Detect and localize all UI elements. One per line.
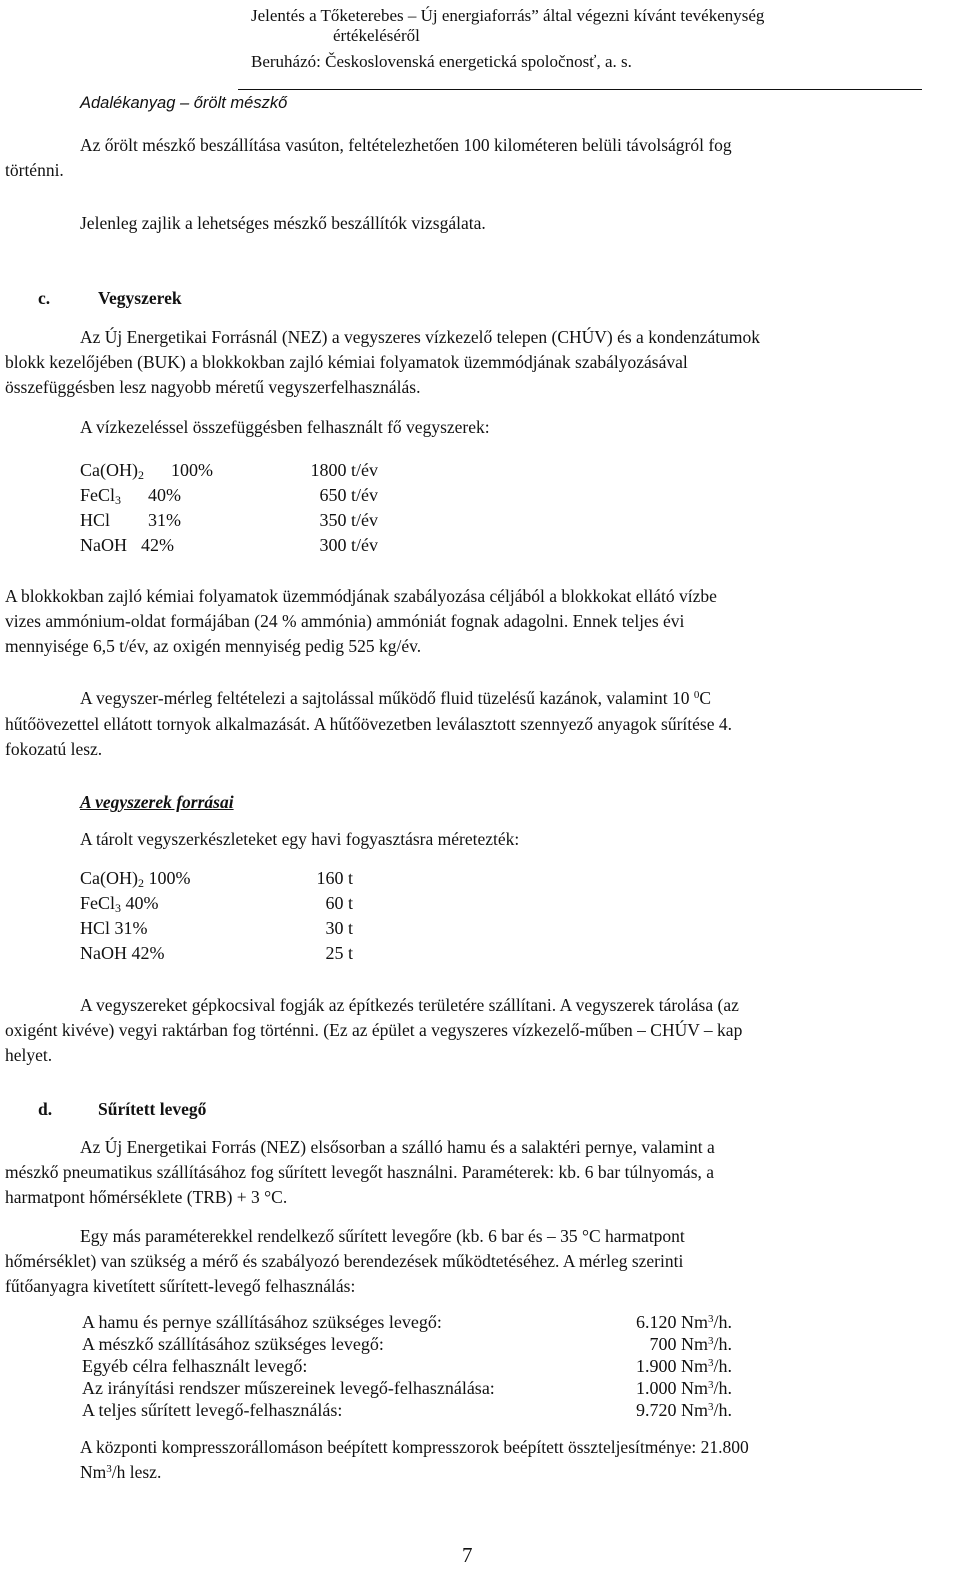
adalek-para-1-line-1: Az őrölt mészkő beszállítása vasúton, feltételezhetően 100 kilométeren belüli távolságról fog — [80, 135, 732, 155]
air-value-num: 9.720 Nm — [635, 1400, 708, 1420]
d-para-2-line-2: hőmérséklet) van szükség a mérő és szabályozó berendezések működtetéséhez. A mérleg szerinti — [5, 1251, 684, 1271]
chem-sub: 2 — [137, 468, 144, 482]
air-value — [636, 1400, 732, 1421]
chem-name: NaOH — [80, 535, 127, 555]
air-label: Egyéb célra felhasznált levegő: — [82, 1356, 308, 1376]
air-label: A mészkő szállításához szükséges levegő: — [82, 1334, 384, 1354]
air-unit: /h. — [713, 1356, 732, 1376]
air-value-num: 1.900 Nm — [635, 1356, 708, 1376]
store-name: NaOH — [80, 943, 127, 963]
chem-amount: 300 t/év — [319, 535, 378, 555]
chem-conc: 100% — [171, 460, 213, 480]
air-label: A teljes sűrített levegő-felhasználás: — [82, 1400, 343, 1420]
store-conc: 100% — [148, 868, 191, 888]
chem-name: HCl — [80, 510, 111, 530]
air-unit: /h. — [713, 1400, 732, 1420]
chem-amount: 650 t/év — [319, 485, 378, 505]
c-para-3-line-1: A blokkokban zajló kémiai folyamatok üzemmódjának szabályozása céljából a blokkokat ellátó vízbe — [5, 586, 717, 606]
c-para-6-line-3: helyet. — [5, 1045, 53, 1065]
d-para-3-text-a: Nm — [80, 1462, 107, 1482]
air-exp: 3 — [707, 1379, 714, 1391]
store-amount: 30 t — [325, 918, 353, 938]
table-row — [80, 510, 110, 531]
chem-name: FeCl — [80, 485, 116, 505]
chem-conc: 31% — [148, 510, 181, 530]
air-unit: /h. — [713, 1378, 732, 1398]
store-name: FeCl — [80, 893, 116, 913]
header-line-1: Jelentés a Tőketerebes – Új energiaforrás” által végezni kívánt tevékenység — [251, 6, 765, 25]
c-para-4-line-3: fokozatú lesz. — [5, 739, 103, 759]
air-exp: 3 — [707, 1401, 714, 1413]
degree-sup: 0 — [693, 689, 700, 701]
air-unit: /h. — [713, 1312, 732, 1332]
c-para-1-line-2: blokk kezelőjében (BUK) a blokkokban zajló kémiai folyamatok üzemmódjának szabályozásával — [5, 352, 688, 372]
store-amount: 160 t — [316, 868, 353, 888]
d-para-1-line-2: mészkő pneumatikus szállításához fog sűrített levegőt használni. Paraméterek: kb. 6 bar túlnyomás, a — [5, 1162, 715, 1182]
store-amount: 60 t — [325, 893, 353, 913]
header-rule — [238, 89, 922, 90]
chem-name: Ca(OH) — [80, 460, 138, 480]
chem-amount: 1800 t/év — [310, 460, 378, 480]
chem-sub: 3 — [115, 493, 122, 507]
d-para-1-line-3: harmatpont hőmérséklete (TRB) + 3 °C. — [5, 1187, 288, 1207]
d-para-3-text-b: /h lesz. — [111, 1462, 162, 1482]
adalek-title: Adalékanyag – őrölt mészkő — [80, 94, 288, 112]
header-line-3: Beruházó: Československá energetická spoločnosť, a. s. — [251, 52, 632, 71]
c-para-1-line-3: összefüggésben lesz nagyobb méretű vegyszerfelhasználás. — [5, 377, 421, 397]
air-value-num: 700 Nm — [649, 1334, 708, 1354]
section-d-label: d. — [38, 1099, 53, 1119]
air-exp: 3 — [707, 1335, 714, 1347]
page-number: 7 — [462, 1543, 473, 1567]
section-d-title: Sűrített levegő — [98, 1099, 207, 1119]
c-para-4-text-a: A vegyszer-mérleg feltételezi a sajtolással működő fluid tüzelésű kazánok, valamint 10 — [80, 688, 694, 708]
adalek-para-1-line-2: történni. — [5, 160, 64, 180]
air-value — [636, 1312, 732, 1333]
store-conc: 42% — [131, 943, 165, 963]
air-value — [649, 1334, 732, 1355]
air-value-num: 6.120 Nm — [635, 1312, 708, 1332]
air-label: Az irányítási rendszer műszereinek levegő-felhasználása: — [82, 1378, 495, 1398]
table-row — [80, 943, 165, 964]
exp-sup: 3 — [106, 1463, 112, 1475]
sources-title: A vegyszerek forrásai — [80, 792, 234, 812]
d-para-3-line-1: A központi kompresszorállomáson beépített kompresszorok beépített összteljesítménye: 21.800 — [80, 1437, 749, 1457]
c-para-5: A tárolt vegyszerkészleteket egy havi fogyasztásra méretezték: — [80, 829, 520, 849]
c-para-4-line-1 — [80, 688, 711, 709]
c-para-3-line-2: vizes ammónium-oldat formájában (24 % ammónia) ammóniát fognak adagolni. Ennek teljes évi — [5, 611, 685, 631]
store-name: HCl — [80, 918, 111, 938]
air-value — [636, 1356, 732, 1377]
air-value-num: 1.000 Nm — [635, 1378, 708, 1398]
chem-conc: 42% — [141, 535, 174, 555]
table-row — [80, 485, 121, 506]
section-c-title: Vegyszerek — [98, 288, 182, 308]
table-row — [80, 535, 127, 556]
header-line-2: értékeléséről — [333, 26, 420, 45]
d-para-1-line-1: Az Új Energetikai Forrás (NEZ) elsősorban a szálló hamu és a salaktéri pernye, valamint a — [80, 1137, 715, 1157]
d-para-3-line-2 — [80, 1462, 161, 1483]
c-para-1-line-1: Az Új Energetikai Forrásnál (NEZ) a vegyszeres vízkezelő telepen (CHÚV) és a kondenzátumok — [80, 327, 760, 347]
table-row — [80, 460, 144, 481]
store-sub: 2 — [137, 876, 144, 890]
c-para-4-line-2: hűtőövezettel ellátott tornyok alkalmazását. A hűtőövezetben leválasztott szennyező anyagok sűrítése 4. — [5, 714, 732, 734]
chem-amount: 350 t/év — [319, 510, 378, 530]
table-row — [80, 868, 190, 889]
air-label: A hamu és pernye szállításához szükséges levegő: — [82, 1312, 442, 1332]
air-value — [636, 1378, 732, 1399]
c-para-6-line-1: A vegyszereket gépkocsival fogják az építkezés területére szállítani. A vegyszerek tárolása (az — [80, 995, 739, 1015]
air-exp: 3 — [707, 1357, 714, 1369]
d-para-2-line-3: fűtőanyagra kivetített sűrített-levegő felhasználás: — [5, 1276, 356, 1296]
c-para-3-line-3: mennyisége 6,5 t/év, az oxigén mennyiség pedig 525 kg/év. — [5, 636, 422, 656]
section-c-label: c. — [38, 288, 51, 308]
store-name: Ca(OH) — [80, 868, 138, 888]
store-conc: 31% — [114, 918, 148, 938]
c-para-2: A vízkezeléssel összefüggésben felhasznált fő vegyszerek: — [80, 417, 490, 437]
chem-conc: 40% — [148, 485, 181, 505]
table-row — [80, 918, 148, 939]
store-sub: 3 — [115, 901, 122, 915]
d-para-2-line-1: Egy más paraméterekkel rendelkező sűrített levegőre (kb. 6 bar és – 35 °C harmatpont — [80, 1226, 685, 1246]
store-conc: 40% — [125, 893, 159, 913]
adalek-para-2: Jelenleg zajlik a lehetséges mészkő beszállítók vizsgálata. — [80, 213, 486, 233]
table-row — [80, 893, 159, 914]
air-exp: 3 — [707, 1313, 714, 1325]
store-amount: 25 t — [325, 943, 353, 963]
c-para-4-text-b: C — [699, 688, 712, 708]
air-unit: /h. — [713, 1334, 732, 1354]
c-para-6-line-2: oxigént kivéve) vegyi raktárban fog történni. (Ez az épület a vegyszeres vízkezelő-műben – CHÚV – kap — [5, 1020, 743, 1040]
